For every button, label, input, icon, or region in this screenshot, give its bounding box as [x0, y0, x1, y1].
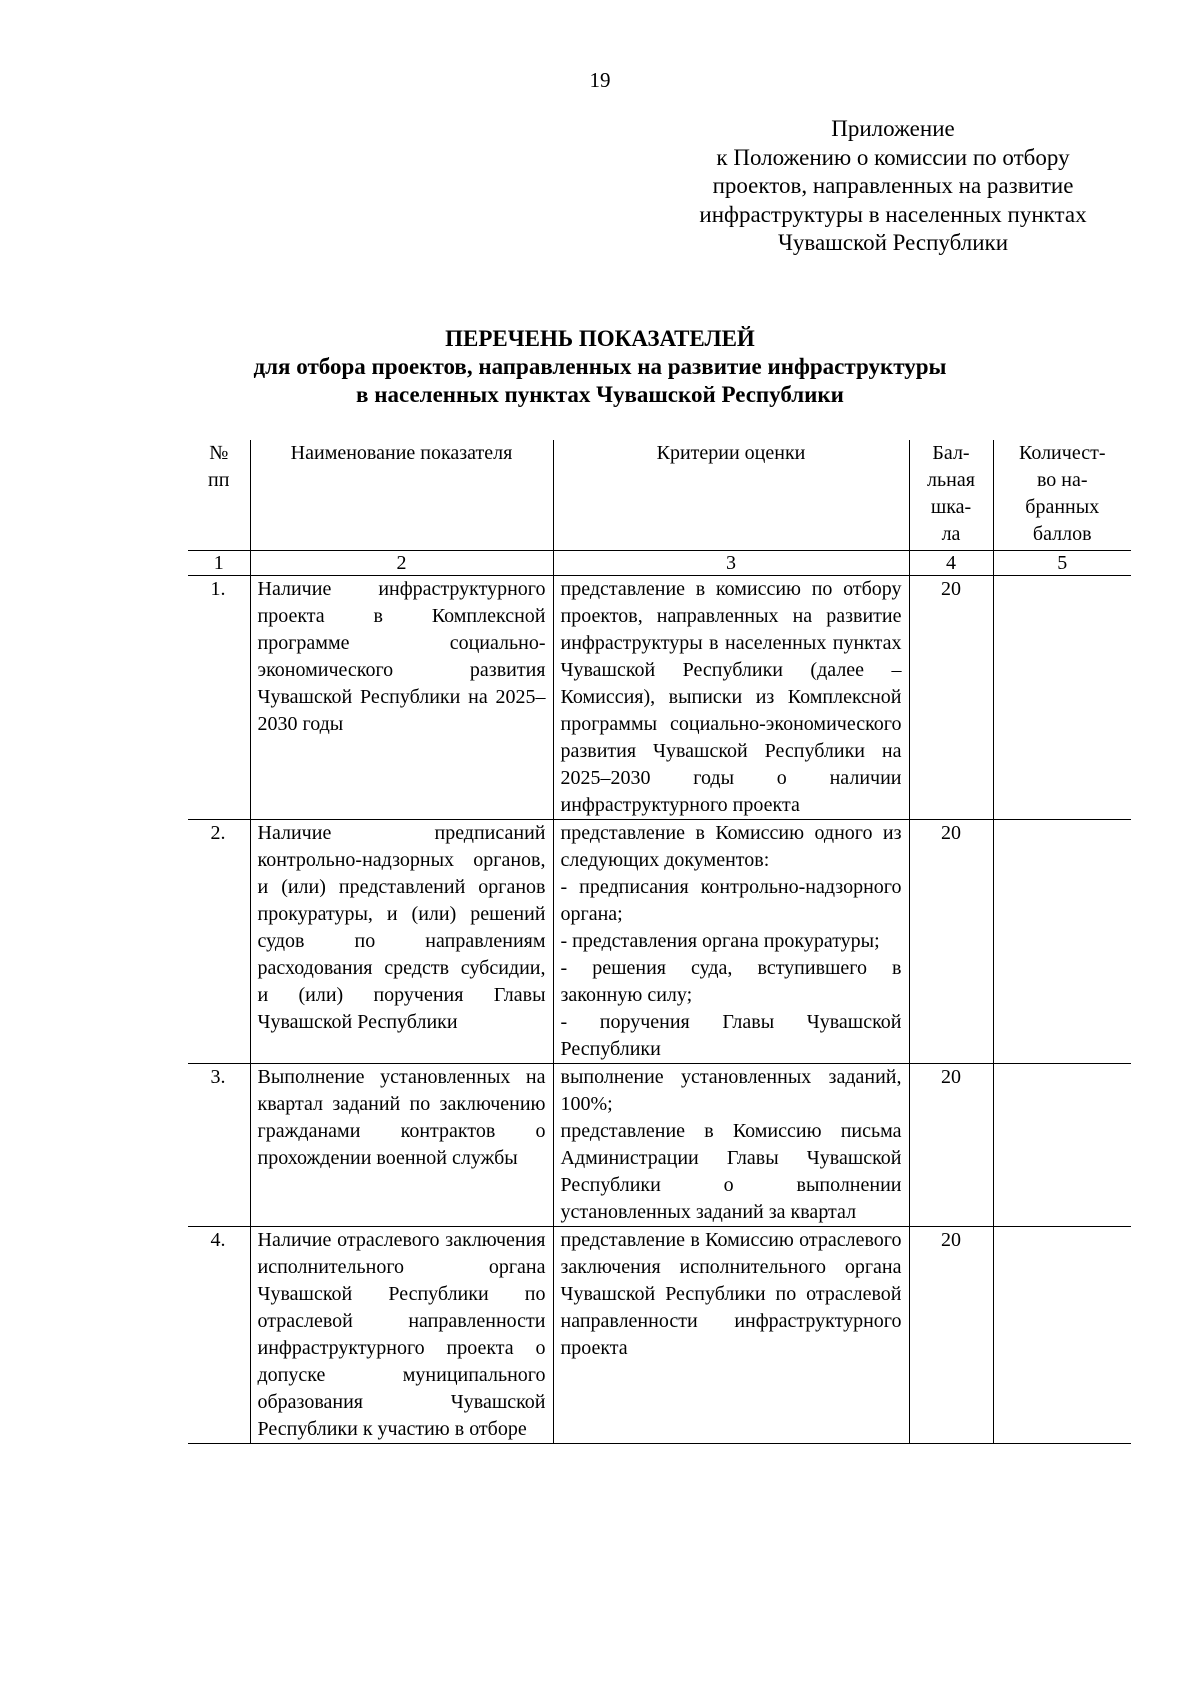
header-text: во на- [1036, 469, 1088, 491]
indicator-name: Наличие отраслевого заключения исполнительного органа Чувашской Республики по отраслевой направленности инфраструктурного проекта о допуске муниципального образования Чувашской Республики к участию в отборе [250, 1227, 553, 1444]
table-row [188, 820, 1131, 1064]
header-text: Бал- [932, 442, 970, 464]
criteria-line: - представления органа прокуратуры; [560, 930, 880, 952]
header-text: ла [941, 523, 961, 545]
criteria-line: представление в Комиссию одного из следующих документов: [560, 822, 902, 871]
row-number: 4. [188, 1227, 250, 1444]
header-text: льная [927, 469, 975, 491]
column-number: 1 [188, 551, 250, 576]
indicator-name: Наличие инфраструктурного проекта в Комплексной программе социально-экономического развития Чувашской Республики на 2025–2030 годы [250, 576, 553, 820]
header-text: шка- [930, 496, 972, 518]
header-scale [909, 440, 993, 551]
appendix-line: проектов, направленных на развитие [712, 173, 1074, 198]
header-num [188, 440, 250, 551]
evaluation-criteria [553, 1227, 909, 1444]
table-row [188, 576, 1131, 820]
header-text: № [209, 442, 229, 464]
page-number: 19 [589, 68, 611, 92]
evaluation-criteria [553, 576, 909, 820]
appendix-line: инфраструктуры в населенных пунктах [699, 201, 1087, 227]
criteria-line: представление в комиссию по отбору проектов, направленных на развитие инфраструктуры в населенных пунктах Чувашской Республики (далее – Комиссия), выписки из Комплексной программы социально-экономического развития Чувашской Республики на 2025–2030 годы о наличии инфраструктурного проекта [560, 578, 902, 816]
title-line: в населенных пунктах Чувашской Республики [356, 382, 844, 407]
score-scale: 20 [909, 576, 993, 820]
evaluation-criteria [553, 820, 909, 1064]
points-earned [993, 820, 1131, 1064]
score-scale: 20 [909, 1227, 993, 1444]
column-number: 2 [250, 551, 553, 576]
points-earned [993, 576, 1131, 820]
table-row [188, 1064, 1131, 1227]
appendix-line: Приложение [831, 116, 955, 141]
appendix-note [662, 115, 1124, 258]
indicator-name: Выполнение установленных на квартал заданий по заключению гражданами контрактов о прохождении военной службы [250, 1064, 553, 1227]
table-row [188, 1227, 1131, 1444]
table-header-row [188, 440, 1131, 551]
header-text: бранных [1025, 496, 1100, 518]
header-points [993, 440, 1131, 551]
title-line: для отбора проектов, направленных на развитие инфраструктуры [253, 354, 947, 379]
column-number: 5 [993, 551, 1131, 576]
indicators-table [188, 440, 1131, 1444]
appendix-line: к Положению о комиссии по отбору [716, 144, 1070, 170]
criteria-line: представление в Комиссию отраслевого заключения исполнительного органа Чувашской Республики по отраслевой направленности инфраструктурного проекта [560, 1229, 902, 1359]
score-scale: 20 [909, 1064, 993, 1227]
row-number: 1. [188, 576, 250, 820]
points-earned [993, 1227, 1131, 1444]
column-number: 3 [553, 551, 909, 576]
criteria-line: выполнение установленных заданий, 100%; [560, 1066, 902, 1115]
score-scale: 20 [909, 820, 993, 1064]
row-number: 2. [188, 820, 250, 1064]
criteria-line: - решения суда, вступившего в законную силу; [560, 957, 902, 1006]
indicator-name: Наличие предписаний контрольно-надзорных органов, и (или) представлений органов прокуратуры, и (или) решений судов по направлениям расходования средств субсидии, и (или) поручения Главы Чувашской Республики [250, 820, 553, 1064]
header-criteria: Критерии оценки [553, 440, 909, 551]
column-number: 4 [909, 551, 993, 576]
appendix-line: Чувашской Республики [777, 230, 1009, 255]
row-number: 3. [188, 1064, 250, 1227]
header-name: Наименование показателя [250, 440, 553, 551]
criteria-line: - предписания контрольно-надзорного органа; [560, 876, 902, 925]
criteria-line: представление в Комиссию письма Администрации Главы Чувашской Республики о выполнении установленных заданий за квартал [560, 1120, 902, 1223]
criteria-line: - поручения Главы Чувашской Республики [560, 1011, 902, 1060]
points-earned [993, 1064, 1131, 1227]
header-text: баллов [1032, 523, 1092, 545]
header-text: пп [208, 469, 230, 491]
evaluation-criteria [553, 1064, 909, 1227]
title-line: ПЕРЕЧЕНЬ ПОКАЗАТЕЛЕЙ [445, 326, 755, 351]
column-number-row [188, 551, 1131, 576]
header-text: Количест- [1019, 442, 1106, 464]
document-title [0, 325, 1200, 409]
